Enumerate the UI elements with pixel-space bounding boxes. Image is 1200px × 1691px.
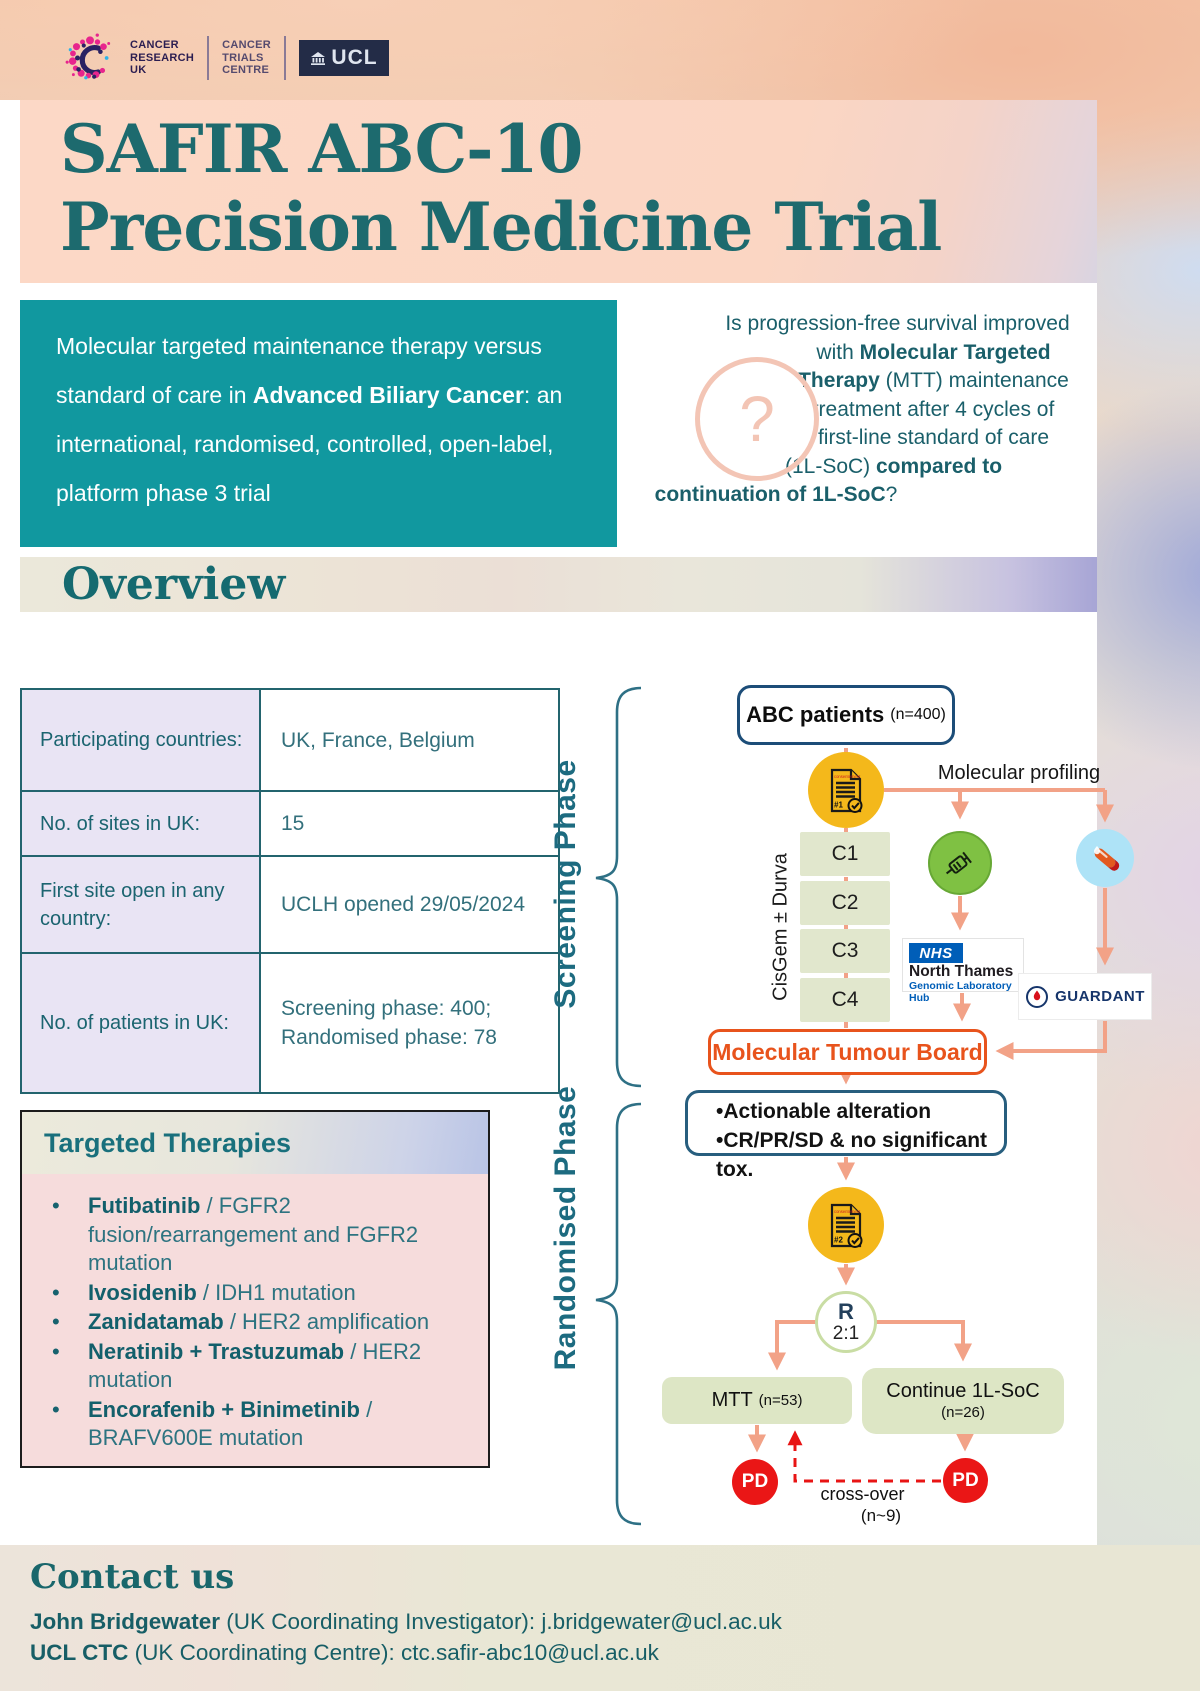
- nhs-flag: NHS: [909, 943, 963, 963]
- table-row: [21, 953, 559, 1093]
- therapy-item: • Ivosidenib / IDH1 mutation: [38, 1279, 478, 1308]
- cisgem-durva-label: CisGem ± Durva: [769, 853, 792, 1001]
- overview-heading: Overview: [62, 559, 286, 610]
- ctc-line: TRIALS: [222, 51, 264, 64]
- biopsy-syringe-icon: [928, 831, 992, 895]
- cancer-research-uk-wordmark: [130, 39, 194, 77]
- therapy-item: • Encorafenib + Binimetinib / BRAFV600E mutation: [38, 1396, 478, 1453]
- cruk-line: UK: [130, 64, 147, 77]
- mtt-n: (n=53): [758, 1392, 803, 1409]
- table-row-value: 15: [260, 791, 559, 856]
- criteria-line: •CR/PR/SD & no significant tox.: [716, 1129, 988, 1181]
- table-row: [21, 856, 559, 953]
- title-block: [20, 100, 1097, 283]
- nhs-line-1: North Thames: [909, 963, 1014, 980]
- bullet-icon: •: [52, 1309, 60, 1334]
- therapy-item: • Zanidatamab / HER2 amplification: [38, 1308, 478, 1337]
- contact-band: [0, 1545, 1200, 1691]
- question-line: continuation of 1L-SoC?: [654, 483, 898, 506]
- overview-table: [20, 688, 560, 1094]
- bullet-icon: •: [52, 1279, 60, 1305]
- table-row-label: First site open in any country:: [21, 856, 260, 953]
- cycle-box: C2: [800, 881, 890, 925]
- ucl-portico-icon: [310, 51, 326, 66]
- therapy-item: • Neratinib + Trastuzumab / HER2 mutation: [38, 1338, 478, 1395]
- abc-patients-n: (n=400): [890, 706, 946, 723]
- title-line-2: Precision Medicine Trial: [60, 188, 942, 266]
- targeted-therapies-header: [22, 1112, 488, 1174]
- svg-text:consentement: consentement: [834, 774, 861, 779]
- ucl-wordmark: UCL: [331, 46, 378, 69]
- mtt-arm-box: [662, 1377, 852, 1424]
- contact-heading: Contact us: [30, 1557, 235, 1597]
- table-row-value: UCLH opened 29/05/2024: [260, 856, 559, 953]
- cruk-line: CANCER: [130, 39, 179, 52]
- question-line: first-line standard of care: [817, 426, 1050, 449]
- logo-row: [63, 28, 389, 88]
- soc-label: Continue 1L-SoC: [886, 1380, 1040, 1402]
- table-row-label: Participating countries:: [21, 689, 260, 791]
- nhs-north-thames-logo: [902, 938, 1024, 1004]
- cycle-box: C1: [800, 832, 890, 876]
- research-question-panel: [640, 310, 1097, 510]
- bullet-icon: •: [52, 1193, 60, 1218]
- screening-phase-label: Screening Phase: [549, 759, 582, 1009]
- question-line: treatment after 4 cycles of: [812, 397, 1055, 421]
- description-bold: Advanced Biliary Cancer: [252, 382, 524, 408]
- abc-patients-box: [737, 685, 955, 745]
- mtt-label: MTT: [711, 1389, 753, 1411]
- question-mark-glyph: ?: [739, 383, 775, 455]
- guardant-logo: [1018, 973, 1152, 1020]
- svg-text:#2: #2: [834, 1235, 843, 1245]
- question-line: Is progression-free survival improved: [725, 312, 1070, 335]
- bullet-icon: •: [52, 1338, 60, 1364]
- question-mark-icon: [695, 357, 819, 481]
- bullet-icon: •: [52, 1396, 60, 1422]
- ctc-line: CANCER: [222, 39, 271, 52]
- criteria-line: •Actionable alteration: [716, 1100, 932, 1123]
- nhs-line-2: Genomic Laboratory Hub: [909, 980, 1012, 1004]
- cancer-research-uk-logo-icon: [63, 31, 117, 85]
- table-row-label: No. of patients in UK:: [21, 953, 260, 1093]
- table-row: [21, 791, 559, 856]
- consent-2-icon: [808, 1187, 884, 1263]
- targeted-therapies-panel: [20, 1110, 490, 1468]
- table-row-value: UK, France, Belgium: [260, 689, 559, 791]
- question-line: Therapy (MTT) maintenance: [798, 369, 1069, 392]
- title-line-1: SAFIR ABC-10: [60, 110, 583, 188]
- contact-line-investigator: John Bridgewater (UK Coordinating Investigator): j.bridgewater@ucl.ac.uk: [30, 1609, 782, 1634]
- table-row-value: Screening phase: 400; Randomised phase: 78: [260, 953, 559, 1093]
- svg-text:#1: #1: [834, 800, 843, 810]
- ctc-line: CENTRE: [222, 64, 270, 77]
- randomisation-r: R: [838, 1298, 854, 1324]
- cycle-box: C3: [800, 929, 890, 973]
- blood-sample-icon: [1076, 829, 1134, 887]
- pd-node-soc: PD: [943, 1458, 988, 1503]
- cruk-line: RESEARCH: [130, 51, 195, 64]
- randomisation-criteria-box: [685, 1090, 1007, 1181]
- crossover-n: (n~9): [860, 1506, 902, 1525]
- page-title: [20, 100, 1097, 266]
- logo-divider: [284, 36, 286, 80]
- soc-arm-box: [862, 1368, 1064, 1434]
- cancer-trials-centre-wordmark: [222, 39, 271, 77]
- molecular-profiling-label: Molecular profiling: [937, 762, 1101, 784]
- consent-1-icon: [808, 752, 884, 828]
- pd-node-mtt: PD: [732, 1459, 778, 1505]
- question-line: (1L-SoC) compared to: [784, 454, 1003, 478]
- contact-line-centre: UCL CTC (UK Coordinating Centre): ctc.safir-abc10@ucl.ac.uk: [30, 1640, 659, 1665]
- table-row: [21, 689, 559, 791]
- cycle-box: C4: [800, 978, 890, 1022]
- molecular-tumour-board-box: Molecular Tumour Board: [708, 1029, 987, 1075]
- table-row-label: No. of sites in UK:: [21, 791, 260, 856]
- abc-patients-label: ABC patients: [746, 702, 885, 727]
- trial-description-panel: [20, 300, 617, 547]
- guardant-drop-icon: [1025, 985, 1049, 1009]
- ucl-logo: [299, 40, 389, 76]
- question-line: with Molecular Targeted: [816, 340, 1051, 364]
- description-text: : an international, randomised, controlled, open-label, platform phase 3 trial: [56, 382, 563, 506]
- targeted-therapies-list: [22, 1174, 488, 1453]
- randomisation-ratio: 2:1: [832, 1322, 860, 1344]
- logo-divider: [207, 36, 209, 80]
- randomisation-circle: [815, 1291, 877, 1353]
- therapy-item: • Futibatinib / FGFR2 fusion/rearrangement and FGFR2 mutation: [38, 1192, 478, 1278]
- svg-text:consentement: consentement: [834, 1209, 861, 1214]
- soc-n: (n=26): [941, 1404, 985, 1421]
- randomised-phase-label: Randomised Phase: [549, 1085, 582, 1371]
- description-text: Molecular targeted maintenance therapy versus standard of care in: [56, 333, 542, 408]
- guardant-wordmark: GUARDANT: [1055, 988, 1145, 1005]
- targeted-therapies-heading: Targeted Therapies: [44, 1127, 292, 1158]
- crossover-label: cross-over: [820, 1484, 905, 1504]
- overview-band: [20, 557, 1097, 612]
